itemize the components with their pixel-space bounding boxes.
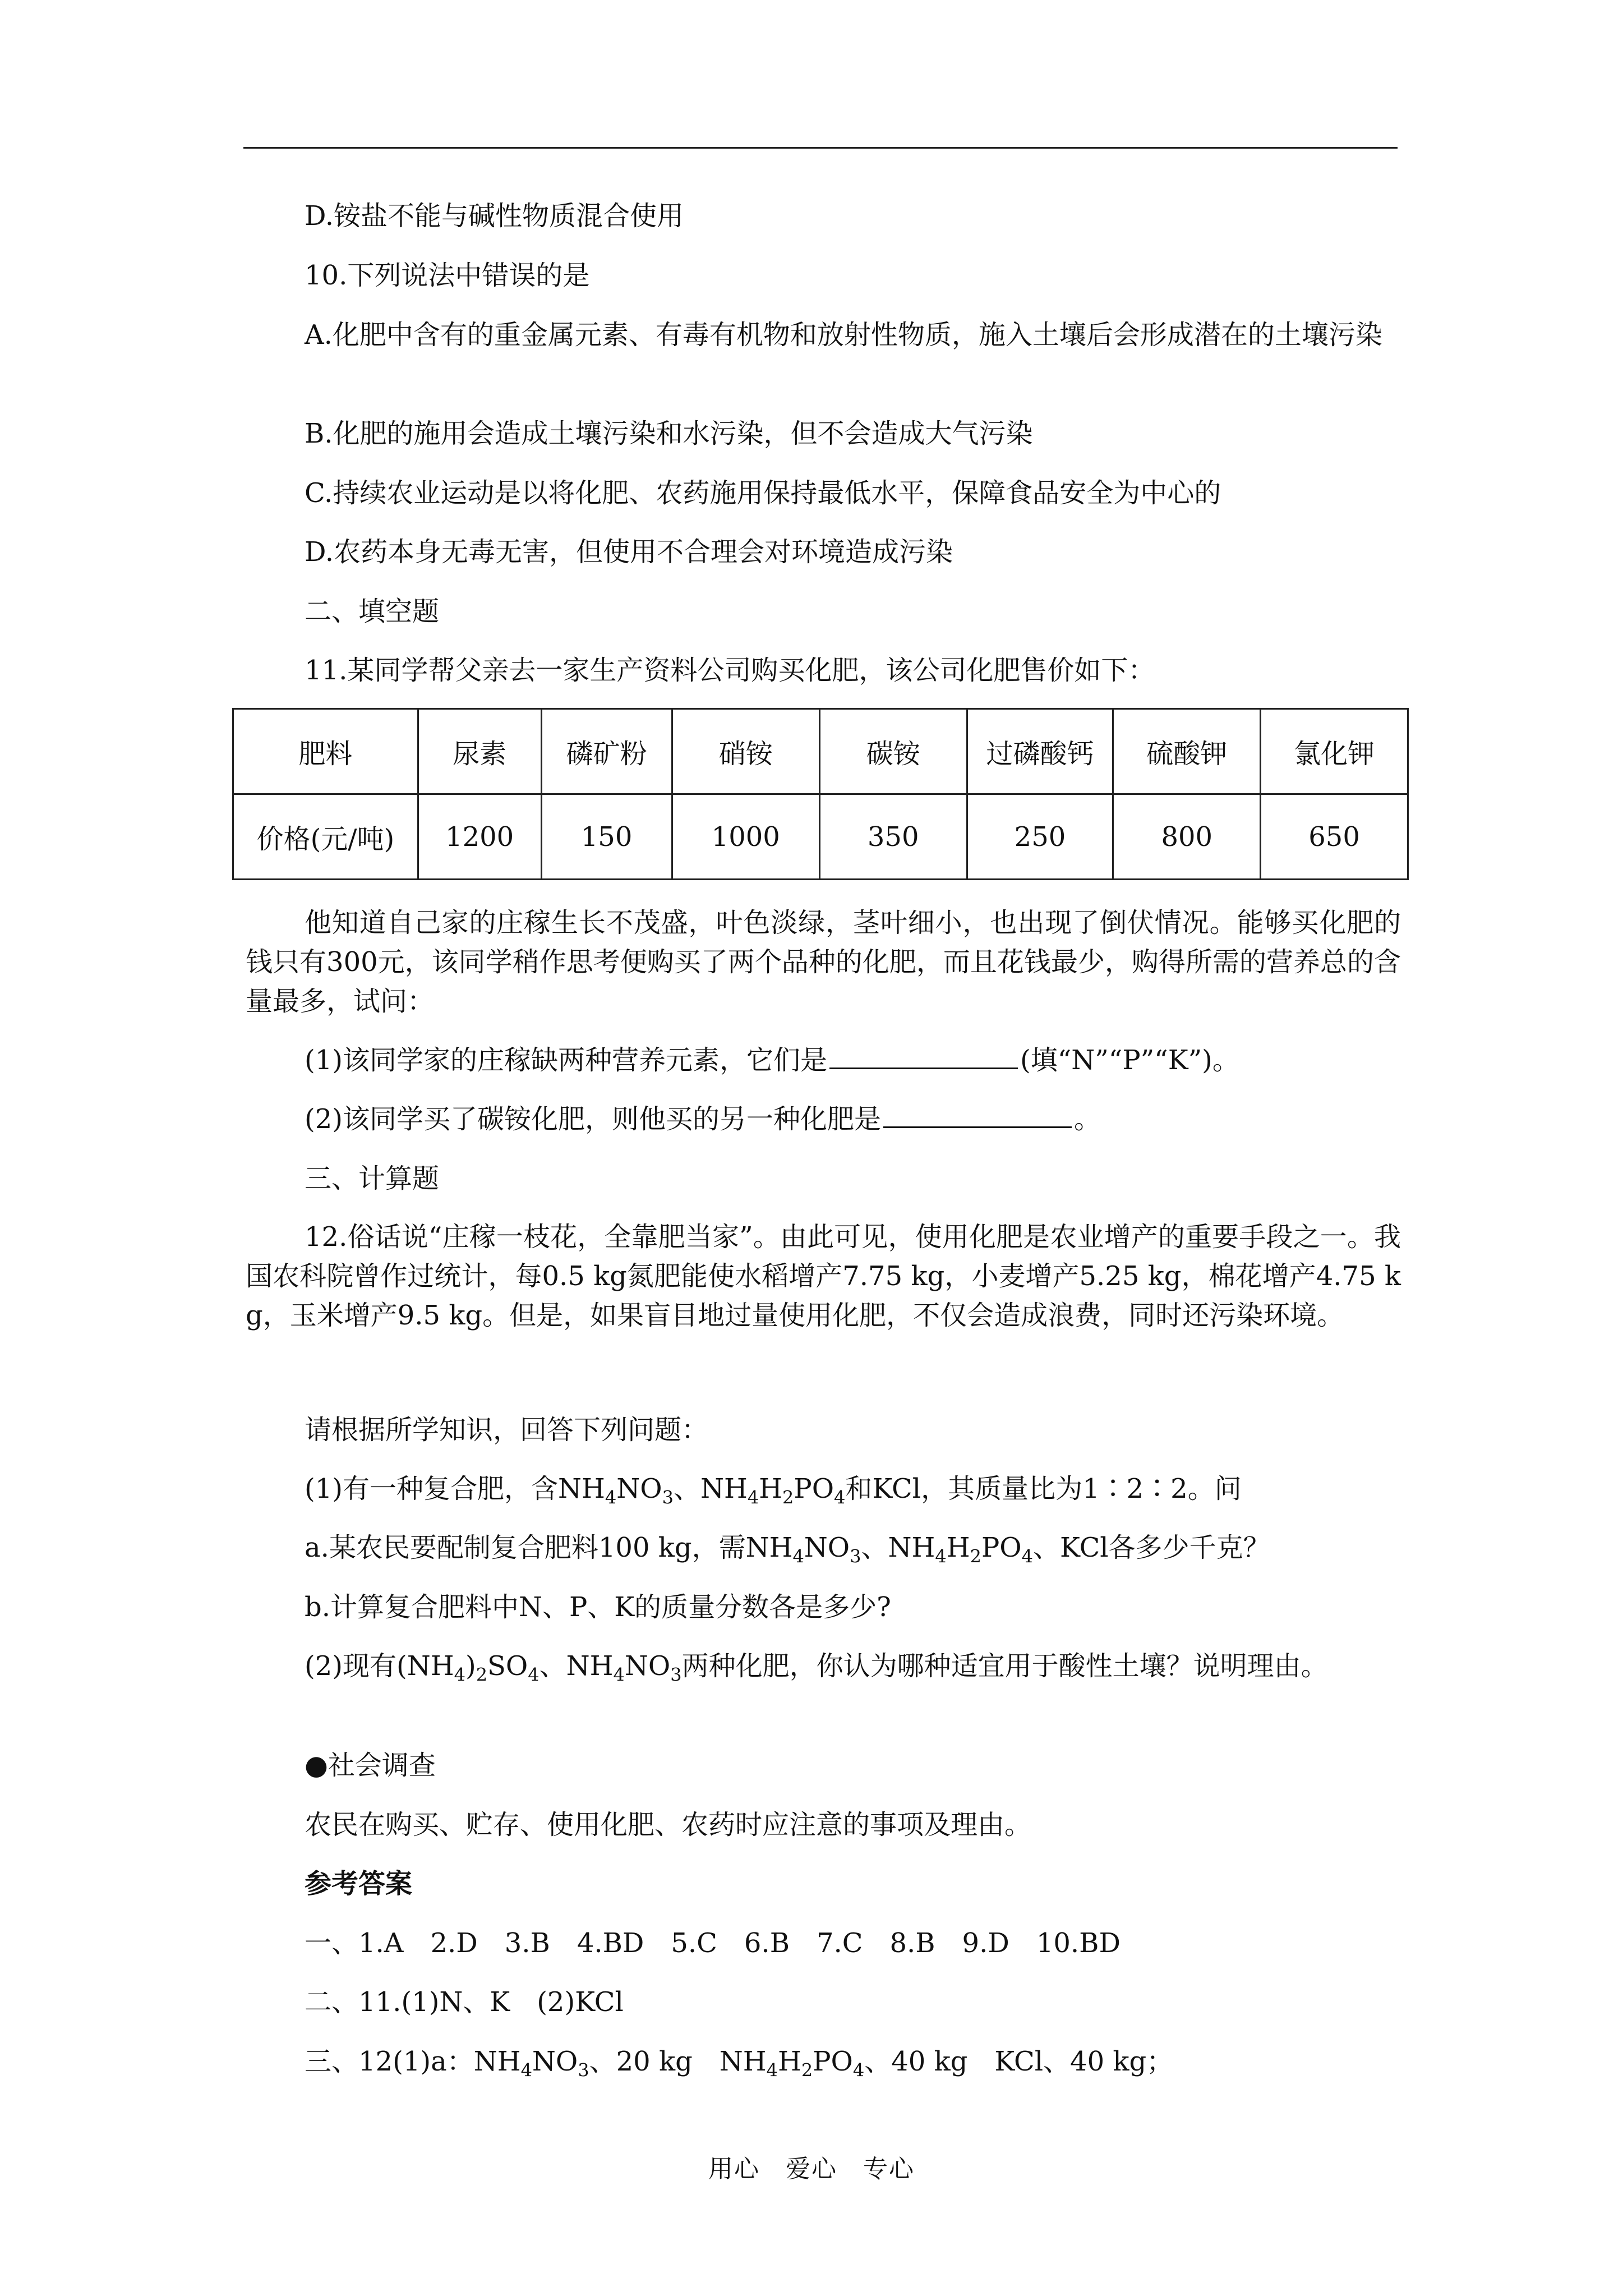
survey-title: ●社会调查 (305, 1750, 436, 1781)
answers-line2: 二、11.(1)N、K (2)KCl (305, 1986, 624, 2018)
formula-sub: 3 (670, 1664, 682, 1686)
q12-sub2 (305, 1646, 1328, 1686)
q10-option-c: C.持续农业运动是以将化肥、农药施用保持最低水平，保障食品安全为中心的 (305, 477, 1221, 509)
formula-text: NO (616, 1473, 662, 1504)
page-footer: 用心 爱心 专心 (708, 2155, 915, 2183)
answers-line3 (305, 2042, 1173, 2081)
table-cell: 尿素 (418, 709, 541, 794)
q11-sub1-prefix: (1)该同学家的庄稼缺两种营养元素，它们是 (305, 1045, 827, 1076)
section2-title: 二、填空题 (305, 596, 440, 627)
table-cell: 价格(元/吨) (233, 794, 418, 880)
q10-stem: 10.下列说法中错误的是 (305, 260, 590, 291)
formula-text: NH (473, 2046, 521, 2077)
answers-title: 参考答案 (305, 1868, 413, 1899)
table-header-row (233, 709, 1408, 794)
conjunction: 和 (845, 1473, 873, 1504)
q11-stem: 11.某同学帮父亲去一家生产资料公司购买化肥，该公司化肥售价如下： (305, 655, 1155, 686)
formula-sub: 4 (1021, 1545, 1033, 1567)
separator: 、 (673, 1473, 700, 1504)
formula-sub: 4 (834, 1487, 846, 1508)
formula-text: NH (888, 1532, 935, 1563)
formula-text: NH (719, 2046, 767, 2077)
formula-text: NO (624, 1650, 671, 1682)
q9-option-d: D.铵盐不能与碱性物质混合使用 (305, 200, 684, 232)
formula-text: SO (487, 1650, 528, 1682)
answers-line3-b: 、40 kg KCl、40 kg； (864, 2046, 1174, 2077)
table-cell: 350 (819, 794, 967, 880)
formula-sub: 4 (935, 1545, 947, 1567)
table-cell: 肥料 (233, 709, 418, 794)
formula-sub: 3 (662, 1487, 674, 1508)
survey-body: 农民在购买、贮存、使用化肥、农药时应注意的事项及理由。 (305, 1809, 1032, 1841)
formula-text: H (778, 2046, 801, 2077)
formula-text: PO (981, 1532, 1022, 1563)
formula-sub: 3 (850, 1545, 861, 1567)
q12-sub-a-prefix: a.某农民要配制复合肥料100 kg，需 (305, 1532, 746, 1563)
formula-text: NH (700, 1473, 748, 1504)
formula-text: NH (745, 1532, 793, 1563)
header-rule (243, 147, 1398, 149)
formula-text: NO (532, 2046, 578, 2077)
q12-sub1-suffix: ，其质量比为1∶2∶2。问 (921, 1473, 1242, 1504)
table-cell: 硫酸钾 (1113, 709, 1261, 794)
formula-sub: 2 (801, 2059, 813, 2081)
q12-sub1-prefix: (1)有一种复合肥，含 (305, 1473, 558, 1504)
table-cell: 650 (1261, 794, 1408, 880)
q12-sub1 (305, 1469, 1242, 1508)
q11-body: 他知道自己家的庄稼生长不茂盛，叶色淡绿，茎叶细小，也出现了倒伏情况。能够买化肥的钱只有300元，该同学稍作思考便购买了两个品种的化肥，而且花钱最少，购得所需的营养总的含量最多，试问： (246, 907, 1401, 1017)
q11-sub1-suffix: (填“N”“P”“K”)。 (1020, 1045, 1239, 1076)
answers-line3-prefix: 三、12(1)a： (305, 2046, 474, 2077)
q11-sub1-blank[interactable] (829, 1042, 1018, 1069)
formula-sub: 4 (528, 1664, 540, 1686)
formula-sub: 2 (782, 1487, 794, 1508)
separator: 、 (1032, 1532, 1060, 1563)
formula-sub: 2 (476, 1664, 488, 1686)
formula-text: KCl (1060, 1532, 1109, 1563)
formula-text: NH (558, 1473, 605, 1504)
fertilizer-price-table (232, 708, 1409, 880)
formula-text: PO (813, 2046, 853, 2077)
q12-sub-b: b.计算复合肥料中N、P、K的质量分数各是多少? (305, 1591, 891, 1623)
table-cell: 800 (1113, 794, 1261, 880)
table-cell: 过磷酸钙 (967, 709, 1113, 794)
table-cell: 250 (967, 794, 1113, 880)
answers-line3-a: 、20 kg (589, 2046, 720, 2077)
q10-option-d: D.农药本身无毒无害，但使用不合理会对环境造成污染 (305, 536, 953, 568)
table-cell: 硝铵 (672, 709, 819, 794)
formula-text: H (946, 1532, 970, 1563)
table-cell: 1200 (418, 794, 541, 880)
q11-sub2-suffix: 。 (1074, 1103, 1101, 1135)
separator: 、 (861, 1532, 888, 1563)
q12-sub-a (305, 1528, 1270, 1567)
q10-option-a: A.化肥中含有的重金属元素、有毒有机物和放射性物质，施入土壤后会形成潜在的土壤污染 (305, 319, 1382, 351)
formula-text: ) (465, 1650, 476, 1682)
formula-sub: 4 (766, 2059, 778, 2081)
q12-prompt: 请根据所学知识，回答下列问题： (305, 1414, 709, 1446)
formula-text: NH (566, 1650, 614, 1682)
formula-sub: 4 (613, 1664, 625, 1686)
separator: 、 (539, 1650, 566, 1682)
section3-title: 三、计算题 (305, 1163, 440, 1194)
formula-text: NO (804, 1532, 850, 1563)
q11-sub1 (305, 1041, 1239, 1080)
formula-sub: 4 (792, 1545, 804, 1567)
q11-sub2-blank[interactable] (883, 1101, 1072, 1128)
table-cell: 碳铵 (819, 709, 967, 794)
formula-sub: 4 (747, 1487, 759, 1508)
table-cell: 磷矿粉 (541, 709, 672, 794)
formula-sub: 4 (520, 2059, 532, 2081)
q11-sub2 (305, 1099, 1101, 1139)
formula-sub: 3 (578, 2059, 589, 2081)
answers-line1: 一、1.A 2.D 3.B 4.BD 5.C 6.B 7.C 8.B 9.D 10.BD (305, 1927, 1121, 1959)
table-cell: 150 (541, 794, 672, 880)
q12-sub2-suffix: 两种化肥，你认为哪种适宜用于酸性土壤？说明理由。 (681, 1650, 1328, 1682)
table-row (233, 794, 1408, 880)
q10-option-b: B.化肥的施用会造成土壤污染和水污染，但不会造成大气污染 (305, 418, 1033, 449)
table-cell: 1000 (672, 794, 819, 880)
table-cell: 氯化钾 (1261, 709, 1408, 794)
formula-sub: 4 (852, 2059, 865, 2081)
q11-sub2-prefix: (2)该同学买了碳铵化肥，则他买的另一种化肥是 (305, 1103, 881, 1135)
formula-sub: 2 (970, 1545, 981, 1567)
q12-stem: 12.俗话说“庄稼一枝花，全靠肥当家”。由此可见，使用化肥是农业增产的重要手段之一。我国农科院曾作过统计，每0.5 kg氮肥能使水稻增产7.75 kg，小麦增产5.25 kg，棉花增产4.75 kg，玉米增产9.5 kg。但是，如果盲目地过量使用化肥，不仅会造成浪费，同时还污染环境。 (246, 1221, 1401, 1331)
q12-sub2-prefix: (2)现有(NH (305, 1650, 454, 1682)
formula-text: KCl (872, 1473, 921, 1504)
formula-text: H (759, 1473, 783, 1504)
q12-sub-a-suffix: 各多少千克？ (1108, 1532, 1270, 1563)
formula-sub: 4 (605, 1487, 617, 1508)
formula-sub: 4 (454, 1664, 465, 1686)
formula-text: PO (794, 1473, 834, 1504)
